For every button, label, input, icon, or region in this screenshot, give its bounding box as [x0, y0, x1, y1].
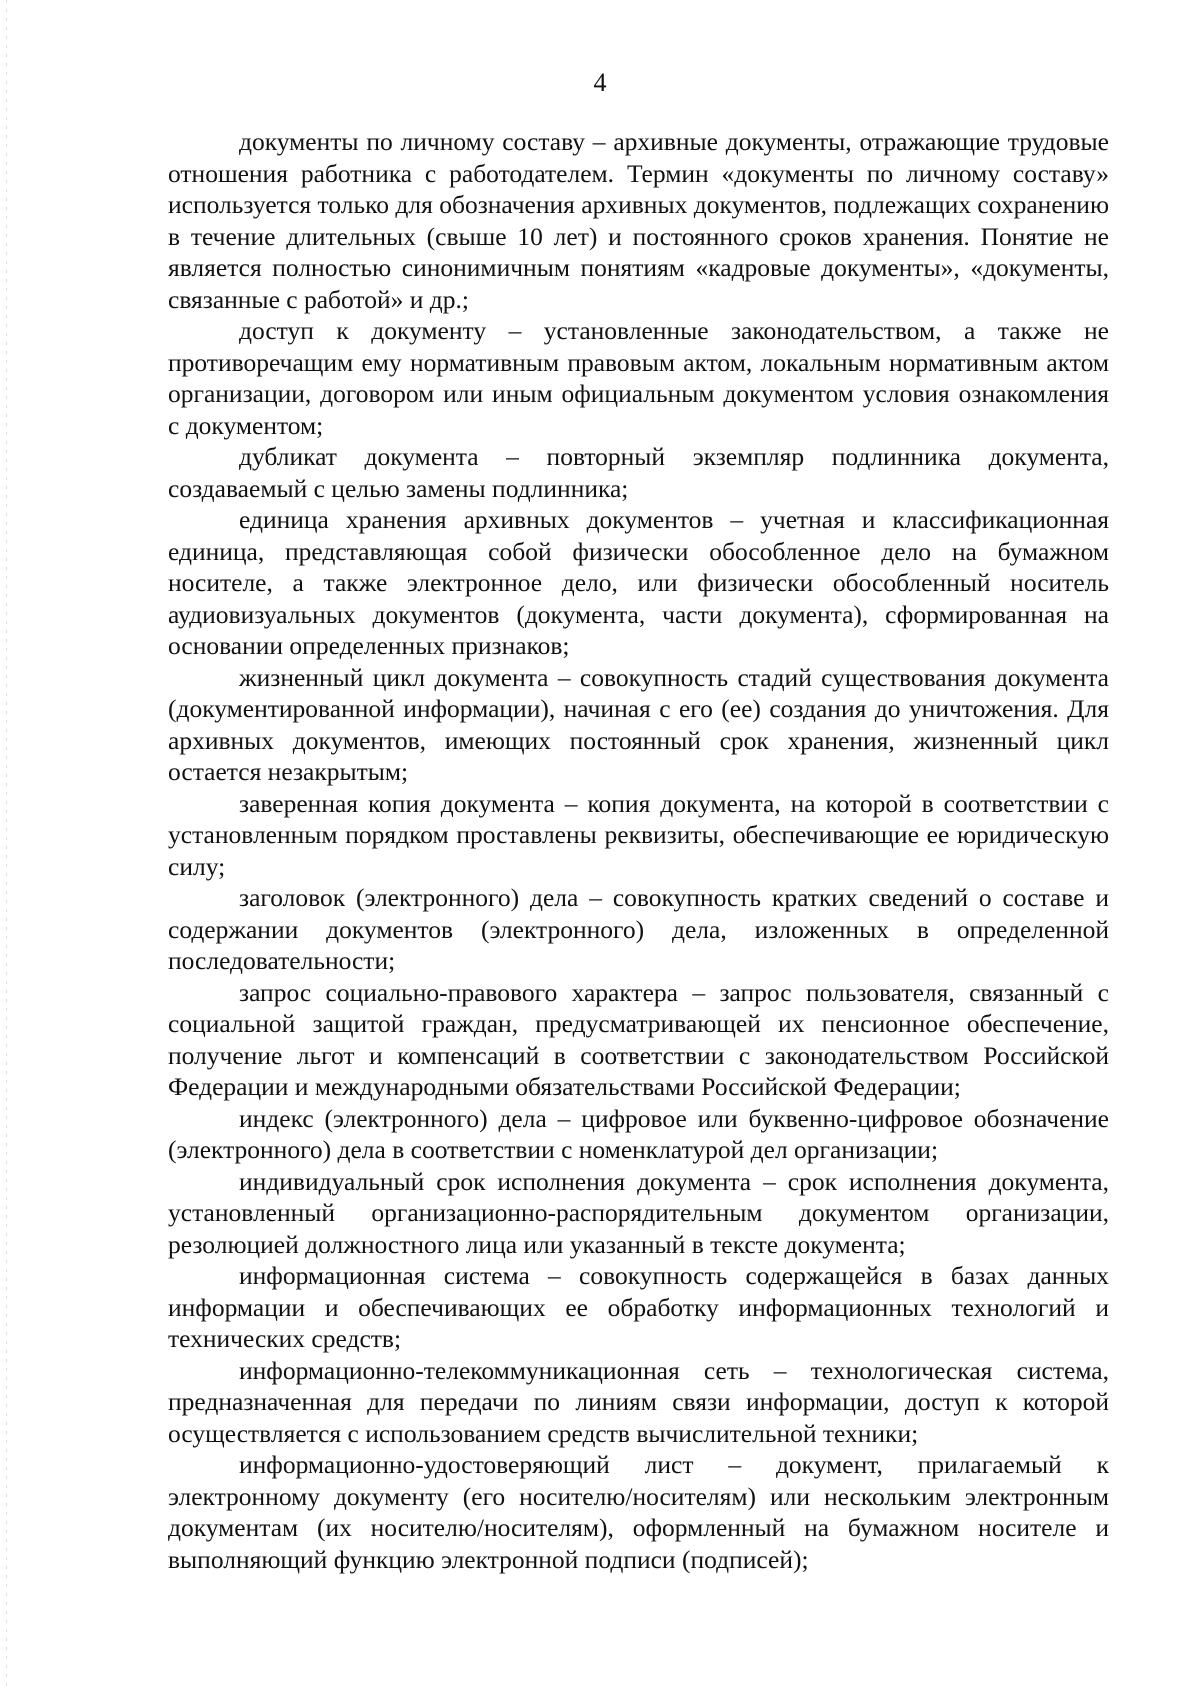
- definition-paragraph: дубликат документа – повторный экземпляр подлинника документа, создаваемый с целью замены подлинника;: [168, 442, 1109, 503]
- definition-paragraph: заверенная копия документа – копия документа, на которой в соответствии с установленным порядком проставлены реквизиты, обеспечивающие ее юридическую силу;: [168, 788, 1109, 881]
- definition-paragraph: запрос социально-правового характера – запрос пользователя, связанный с социальной защитой граждан, предусматривающей их пенсионное обеспечение, получение льгот и компенсаций в соответствии с законодательством Российской Федерации и международными обязательствами Российской Федерации;: [168, 977, 1109, 1101]
- definition-paragraph: индекс (электронного) дела – цифровое или буквенно-цифровое обозначение (электронного) дела в соответствии с номенклатурой дел организации;: [168, 1103, 1109, 1164]
- definition-paragraph: информационная система – совокупность содержащейся в базах данных информации и обеспечивающих ее обработку информационных технологий и технических средств;: [168, 1261, 1109, 1353]
- definition-paragraph: информационно-телекоммуникационная сеть – технологическая система, предназначенная для передачи по линиям связи информации, доступ к которой осуществляется с использованием средств вычислительной техники;: [168, 1355, 1109, 1448]
- definition-paragraph: жизненный цикл документа – совокупность стадий существования документа (документированной информации), начиная с его (ее) создания до уничтожения. Для архивных документов, имеющих постоянный срок хранения, жизненный цикл остается незакрытым;: [168, 662, 1109, 786]
- scan-edge-mark: [6, 0, 7, 1686]
- definition-paragraph: индивидуальный срок исполнения документа – срок исполнения документа, установленный организационно-распорядительным документом организации, резолюцией должностного лица или указанный в тексте документа;: [168, 1166, 1109, 1259]
- page-number: 4: [593, 68, 607, 97]
- definition-paragraph: единица хранения архивных документов – учетная и классификационная единица, представляющая собой физически обособленное дело на бумажном носителе, а также электронное дело, или физически обособленный носитель аудиовизуальных документов (документа, части документа), сформированная на основании определенных признаков;: [168, 505, 1109, 660]
- definition-paragraph: заголовок (электронного) дела – совокупность кратких сведений о составе и содержании документов (электронного) дела, изложенных в определенной последовательности;: [168, 883, 1109, 975]
- definition-paragraph: информационно-удостоверяющий лист – документ, прилагаемый к электронному документу (его носителю/носителям) или нескольким электронным документам (их носителю/носителям), оформленный на бумажном носителе и выполняющий функцию электронной подписи (подписей);: [168, 1450, 1109, 1574]
- definition-paragraph: доступ к документу – установленные законодательством, а также не противоречащим ему нормативным правовым актом, локальным нормативным актом организации, договором или иным официальным документом условия ознакомления с документом;: [168, 316, 1109, 440]
- document-body: [168, 126, 1109, 1575]
- definition-paragraph: документы по личному составу – архивные документы, отражающие трудовые отношения работника с работодателем. Термин «документы по личному составу» используется только для обозначения архивных документов, подлежащих сохранению в течение длительных (свыше 10 лет) и постоянного сроков хранения. Понятие не является полностью синонимичным понятиям «кадровые документы», «документы, связанные с работой» и др.;: [168, 127, 1109, 314]
